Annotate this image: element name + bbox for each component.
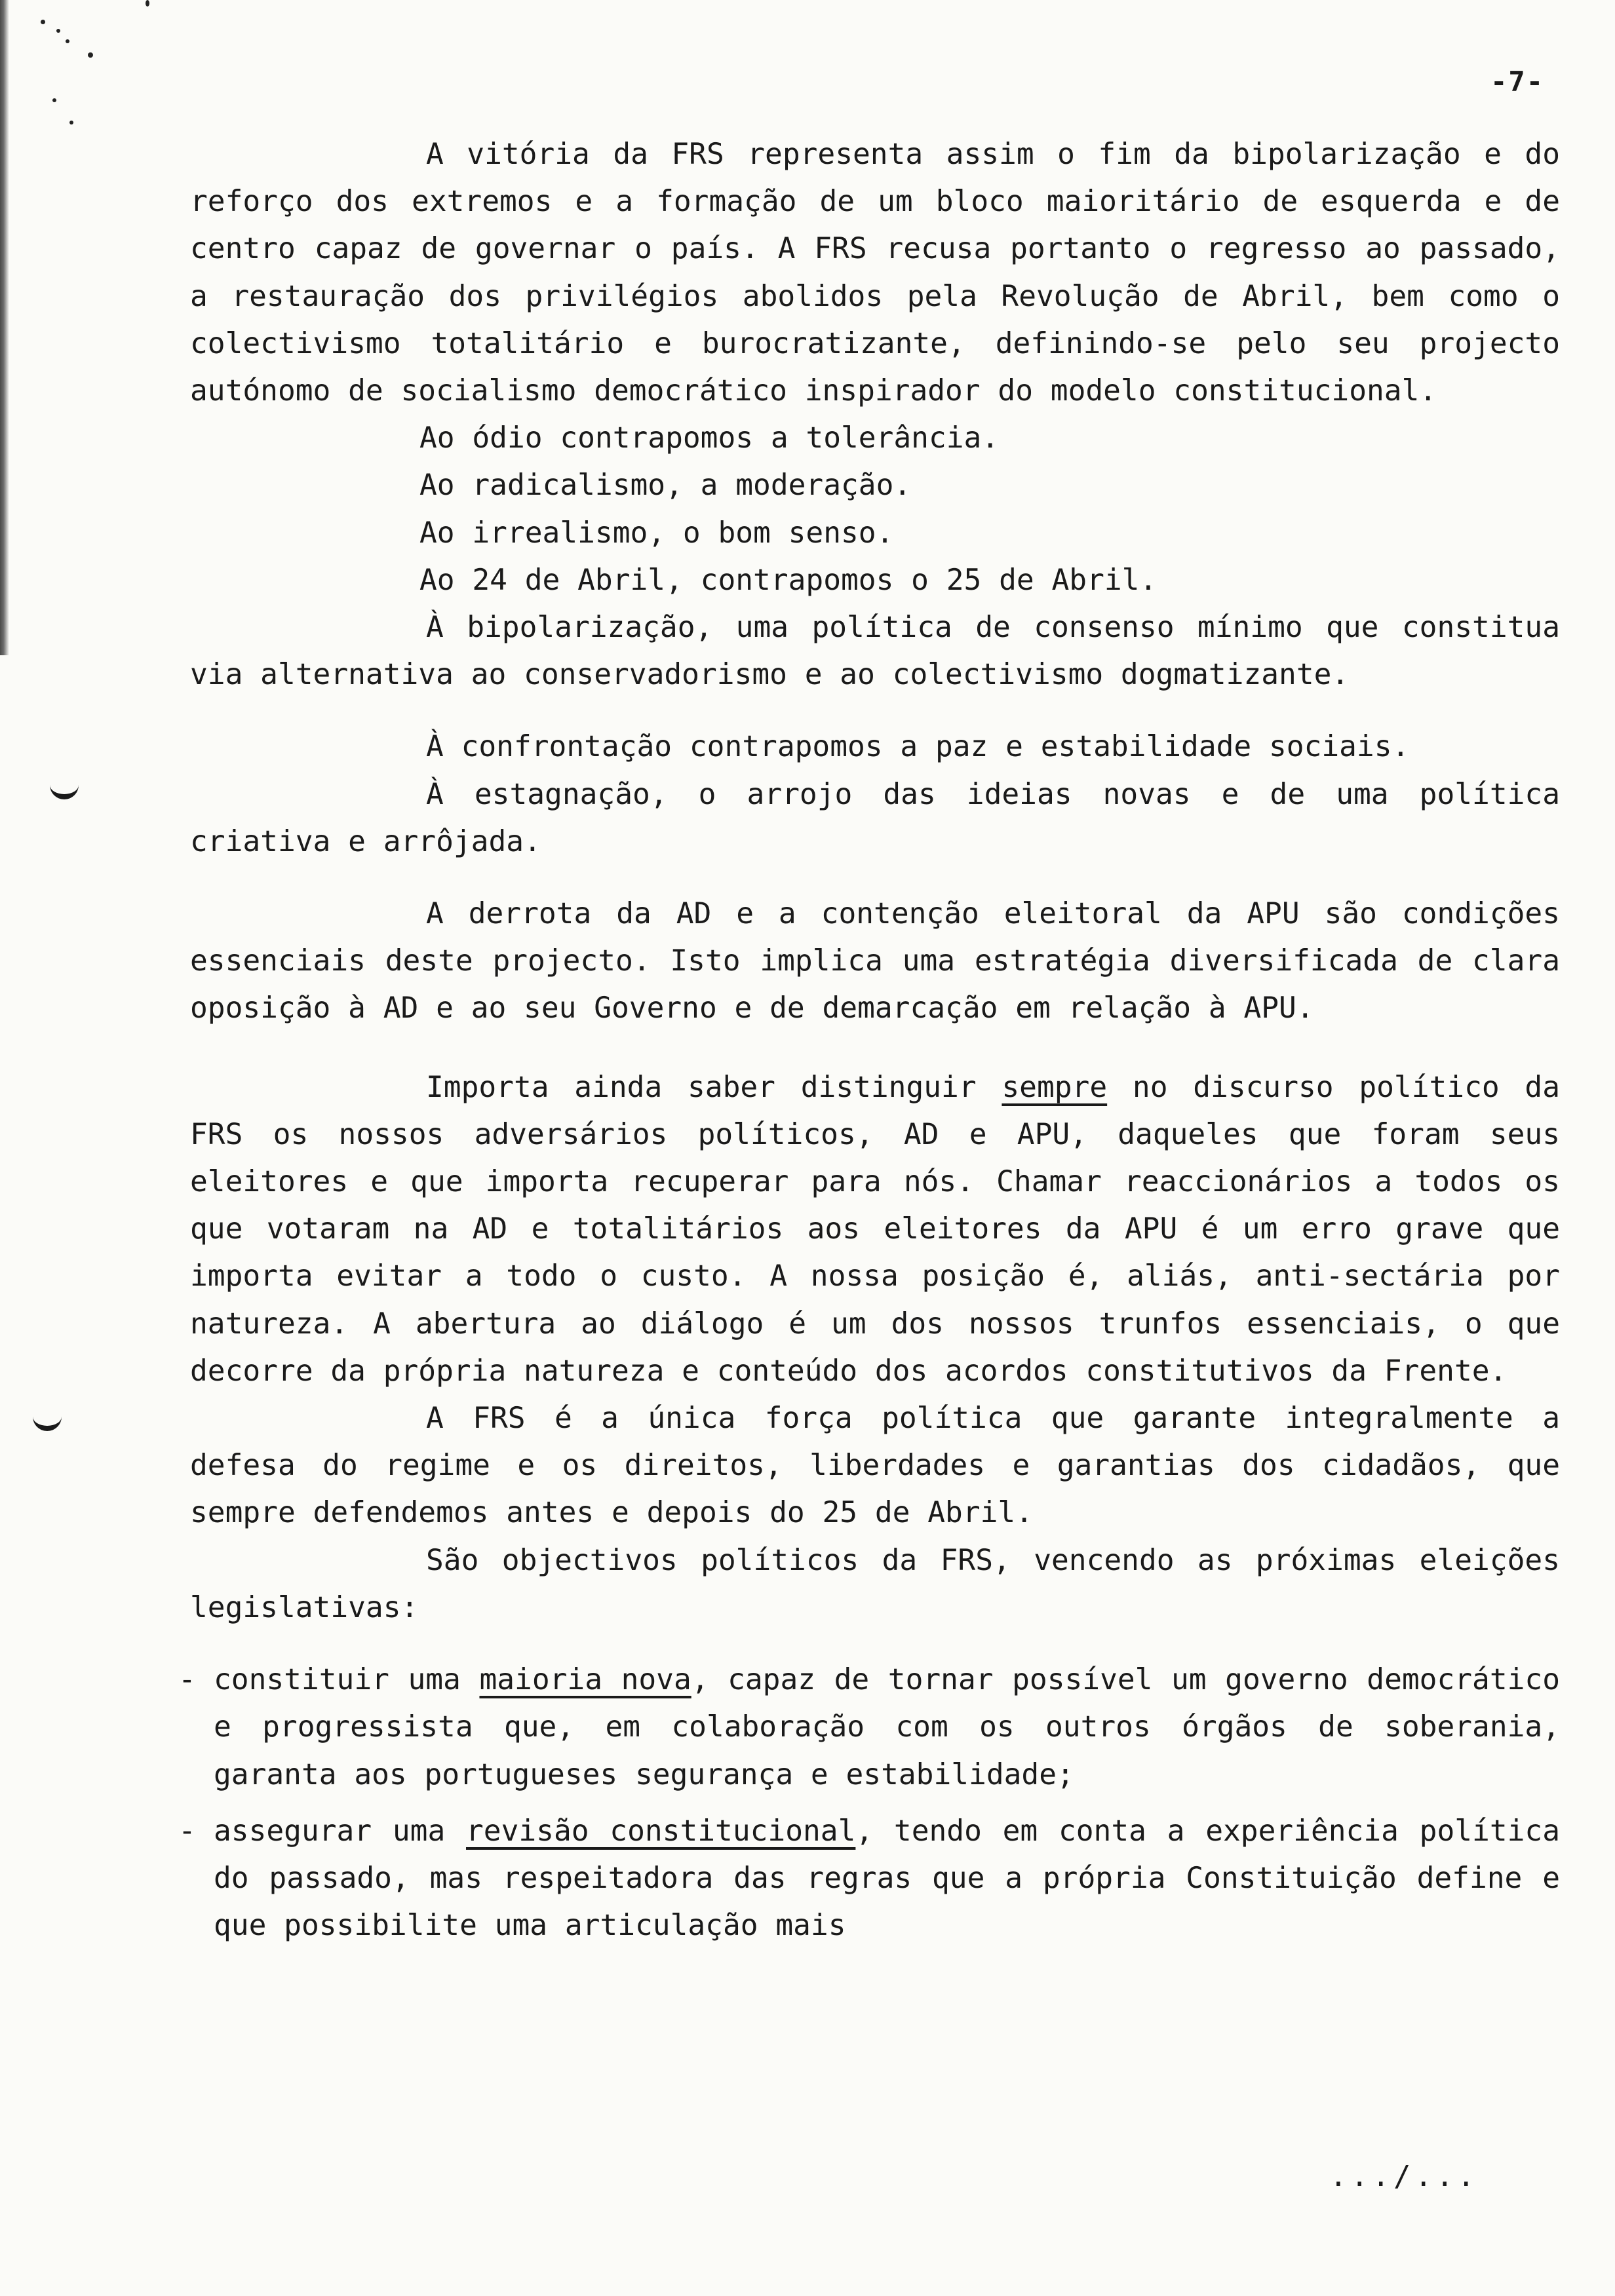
emphasis-underlined: maioria nova bbox=[479, 1663, 691, 1697]
list-item bbox=[190, 1808, 1560, 1950]
text-run: Importa ainda saber distinguir bbox=[426, 1070, 1002, 1104]
contrast-line: Ao 24 de Abril, contrapomos o 25 de Abril. bbox=[419, 563, 1158, 597]
paragraph-objectives-intro: São objectivos políticos da FRS, vencendo as próximas eleições legislativas: bbox=[190, 1543, 1560, 1624]
emphasis-underlined: sempre bbox=[1002, 1070, 1108, 1104]
scan-speck bbox=[146, 0, 149, 7]
text-run: , capaz de tornar possível um governo democrático e progressista que, em colaboração com os outros órgãos de soberania, garanta aos portugueses segurança e estabilidade; bbox=[214, 1663, 1560, 1791]
punch-hole-mark bbox=[33, 1411, 62, 1431]
continuation-mark: .../... bbox=[1329, 2160, 1479, 2193]
scan-speck bbox=[41, 20, 45, 24]
document-body bbox=[190, 131, 1560, 1949]
scan-speck bbox=[69, 121, 73, 124]
paragraph-confrontation: À confrontação contrapomos a paz e estabilidade sociais. bbox=[426, 730, 1410, 764]
emphasis-underlined: revisão constitucional bbox=[466, 1814, 856, 1848]
paragraph-frs-victory: A vitória da FRS representa assim o fim da bipolarização e do reforço dos extremos e a formação de um bloco maioritário de esquerda e de centro capaz de governar o país. A FRS recusa portanto o regresso ao passado, a restauração dos privilégios abolidos pela Revolução de Abril, bem como o colectivismo totalitário e burocratizante, definindo-se pelo seu projecto autónomo de socialismo democrático inspirador do modelo constitucional. bbox=[190, 138, 1560, 408]
text-run: constituir uma bbox=[214, 1663, 480, 1697]
text-run: assegurar uma bbox=[214, 1814, 466, 1848]
text-run: no discurso político da FRS os nossos adversários políticos, AD e APU, daqueles que foram seus eleitores e que importa recuperar para nós. Chamar reaccionários a todos os que votaram na AD e totalitários aos eleitores da APU é um erro grave que importa evitar a todo o custo. A nossa posição é, aliás, anti-sectária por natureza. A abertura ao diálogo é um dos nossos trunfos essenciais, o que decorre da própria natureza e conteúdo dos acordos constitutivos da Frente. bbox=[190, 1070, 1560, 1388]
contrast-line: Ao ódio contrapomos a tolerância. bbox=[419, 421, 1000, 455]
objectives-list bbox=[190, 1656, 1560, 1949]
paragraph-regime-defence: A FRS é a única força política que garante integralmente a defesa do regime e os direitos, liberdades e garantias dos cidadãos, que sempre defendemos antes e depois do 25 de Abril. bbox=[190, 1402, 1560, 1530]
contrast-line: Ao irrealismo, o bom senso. bbox=[419, 516, 894, 550]
scan-speck bbox=[56, 29, 60, 33]
contrast-line: Ao radicalismo, a moderação. bbox=[419, 469, 912, 503]
paragraph-distinguish-voters bbox=[190, 1064, 1560, 1395]
scan-binding-edge bbox=[0, 0, 9, 655]
paragraph-stagnation: À estagnação, o arrojo das ideias novas e de uma política criativa e arrôjada. bbox=[190, 777, 1560, 858]
list-item bbox=[190, 1656, 1560, 1799]
paragraph-ad-defeat: A derrota da AD e a contenção eleitoral da APU são condições essenciais deste projecto. Isto implica uma estratégia diversificada de clara oposição à AD e ao seu Governo e de demarcação em relação à APU. bbox=[190, 897, 1560, 1025]
paragraph-bipolarization: À bipolarização, uma política de consenso mínimo que constitua via alternativa ao conservadorismo e ao colectivismo dogmatizante. bbox=[190, 611, 1560, 692]
punch-hole-mark bbox=[50, 780, 79, 799]
scan-speck bbox=[88, 52, 93, 58]
scan-speck bbox=[52, 98, 56, 102]
scan-speck bbox=[66, 39, 69, 43]
page-number: -7- bbox=[1490, 66, 1544, 98]
text-run: , tendo em conta a experiência política do passado, mas respeitadora das regras que a própria Constituição define e que possibilite uma articulação mais bbox=[214, 1814, 1560, 1943]
